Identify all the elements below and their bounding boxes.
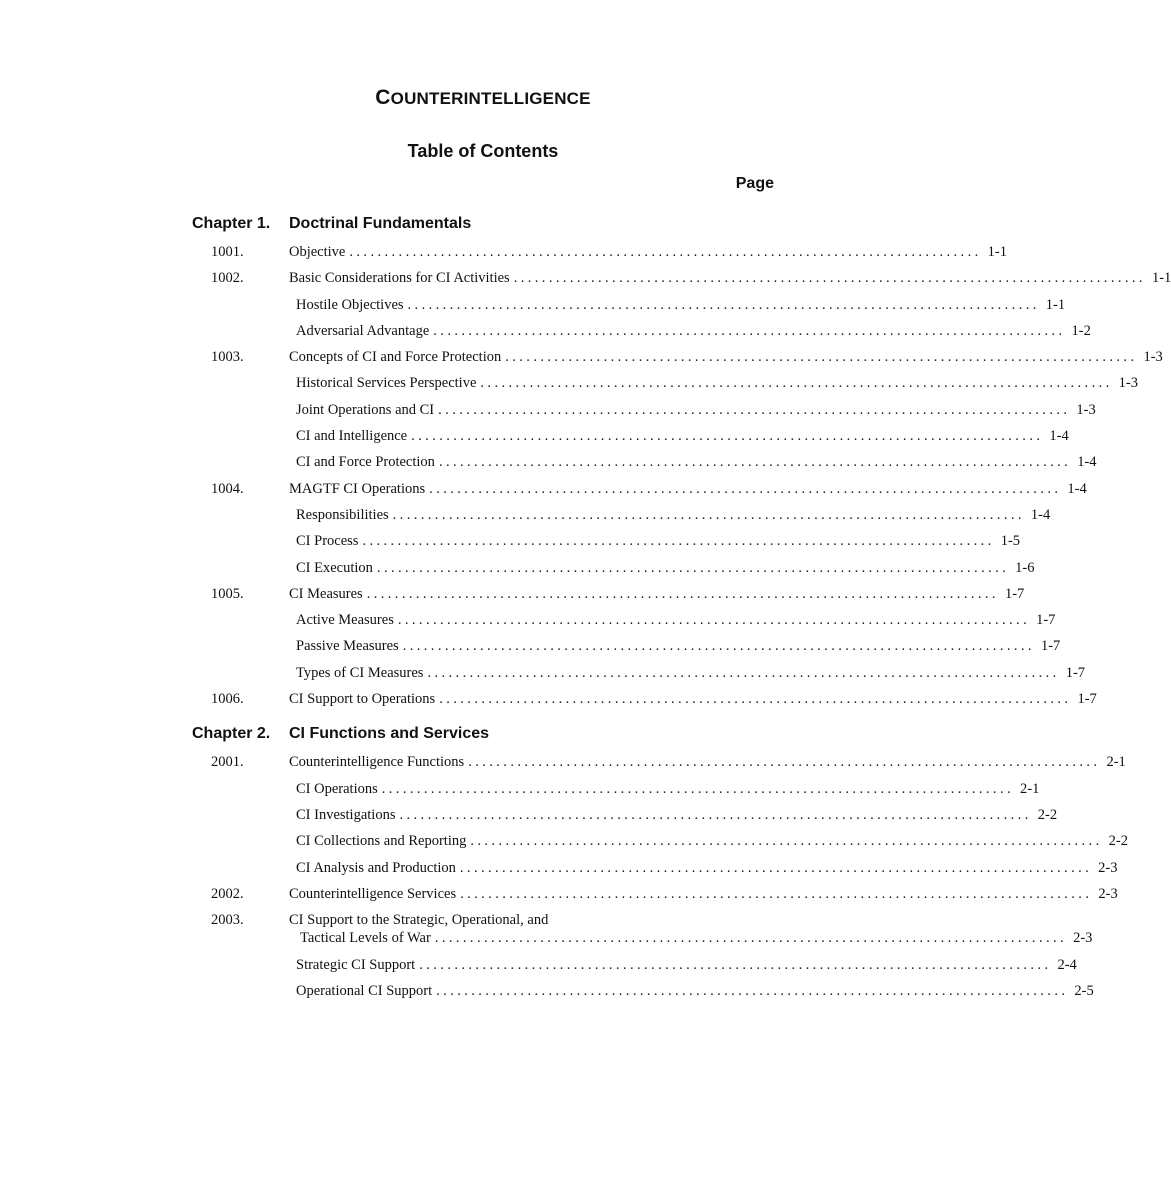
section-number: 1001. <box>211 244 244 260</box>
section-number: 1004. <box>211 480 244 497</box>
page-number: 1-7 <box>1036 612 1056 629</box>
dot-leader: .......................................................................................... <box>439 691 1072 708</box>
entry-title: CI and Intelligence <box>296 428 408 445</box>
chapter-title: CI Functions and Services <box>289 725 490 743</box>
toc-subentry <box>0 319 1091 345</box>
entry-title: MAGTF CI Operations <box>289 480 426 497</box>
entry-title: CI Analysis and Production <box>296 859 456 876</box>
toc-subentry <box>0 608 1056 634</box>
page-number: 1-7 <box>1065 664 1086 681</box>
page-number: 1-6 <box>1015 559 1035 576</box>
entry-title: Basic Considerations for CI Activities <box>289 270 510 287</box>
toc-entry <box>0 908 1093 953</box>
section-number: 2002. <box>211 885 244 902</box>
toc-subentry <box>0 371 1138 397</box>
chapter-spacer <box>0 713 926 723</box>
entry-title: CI and Force Protection <box>296 454 435 471</box>
toc-subentry <box>0 424 1069 450</box>
section-number: 1002. <box>211 270 244 287</box>
section-number: 1003. <box>211 349 244 366</box>
entry-title: Tactical Levels of War <box>300 930 431 947</box>
dot-leader: .......................................................................................... <box>362 533 995 550</box>
page-number: 2-4 <box>1057 957 1077 974</box>
entry-title: Concepts of CI and Force Protection <box>289 349 502 366</box>
entry-line <box>289 349 1163 366</box>
page-number: 1-1 <box>987 244 1007 260</box>
dot-leader: .......................................................................................... <box>459 859 1093 876</box>
entry-title: CI Process <box>296 533 359 550</box>
page-number: 1-7 <box>1040 638 1061 655</box>
entry-title: Strategic CI Support <box>296 957 416 974</box>
entry-title: CI Execution <box>296 559 373 576</box>
toc-subentry <box>0 634 1061 660</box>
toc-entry <box>0 750 1126 776</box>
page-number: 1-7 <box>1004 585 1025 602</box>
dot-leader: .......................................................................................... <box>407 296 1040 313</box>
entry-title: Adversarial Advantage <box>296 322 430 339</box>
toc-subentry <box>0 556 1035 582</box>
entry-title: Operational CI Support <box>296 983 433 1000</box>
dot-leader: .......................................................................................... <box>480 375 1113 392</box>
toc-subentry <box>0 503 1051 529</box>
page-number: 1-4 <box>1067 480 1087 497</box>
entry-title: Passive Measures <box>296 638 399 655</box>
page-number: 2-3 <box>1073 930 1093 947</box>
toc-entry <box>0 882 1118 908</box>
page-number: 2-2 <box>1108 833 1128 850</box>
entry-title: CI Investigations <box>296 806 396 823</box>
dot-leader: .......................................................................................... <box>392 506 1025 523</box>
entry-line <box>296 506 1051 524</box>
dot-leader: .......................................................................................... <box>366 585 999 602</box>
page-column-label: Page <box>735 175 774 192</box>
toc-subentry <box>0 803 1058 829</box>
document-title <box>0 86 966 110</box>
page-number: 1-5 <box>1000 533 1021 550</box>
dot-leader: .......................................................................................... <box>402 638 1035 655</box>
entry-line <box>296 401 1096 419</box>
entry-title: CI Measures <box>289 585 363 602</box>
dot-leader: .......................................................................................... <box>468 754 1101 771</box>
section-number: 2003. <box>211 912 244 929</box>
page-number: 2-1 <box>1020 780 1040 797</box>
page-number: 2-3 <box>1098 859 1118 876</box>
section-number: 2001. <box>211 754 244 771</box>
entry-line <box>289 585 1025 603</box>
page-number: 2-1 <box>1106 754 1126 771</box>
toc-entry <box>0 240 1007 266</box>
page-number: 1-3 <box>1143 349 1163 366</box>
entry-line <box>289 885 1118 903</box>
toc-entry <box>0 687 1097 713</box>
entry-title: CI Support to Operations <box>289 691 436 708</box>
toc-subentry <box>0 856 1118 882</box>
page-number: 2-5 <box>1074 983 1094 1000</box>
table-of-contents <box>0 213 1171 1006</box>
dot-leader: .......................................................................................... <box>429 480 1062 497</box>
entry-title: Active Measures <box>296 612 394 629</box>
entry-line <box>296 612 1056 629</box>
entry-title: Responsibilities <box>296 506 389 523</box>
dot-leader: .......................................................................................... <box>438 401 1071 418</box>
entry-line <box>296 806 1058 824</box>
page-number: 1-4 <box>1077 454 1097 471</box>
entry-line <box>296 375 1138 392</box>
dot-leader: .......................................................................................... <box>460 885 1093 902</box>
entry-line <box>296 859 1118 877</box>
toc-entry <box>0 477 1087 503</box>
entry-title: CI Operations <box>296 780 378 797</box>
entry-line <box>289 480 1087 498</box>
entry-line <box>289 754 1126 771</box>
entry-title: Historical Services Perspective <box>296 375 477 392</box>
dot-leader: .......................................................................................... <box>434 930 1068 947</box>
toc-subentry <box>0 398 1096 424</box>
entry-line <box>296 664 1086 682</box>
entry-line <box>296 559 1035 577</box>
chapter-heading <box>0 723 926 750</box>
page-number: 2-2 <box>1037 806 1058 823</box>
dot-leader: .......................................................................................... <box>397 612 1031 629</box>
toc-subentry <box>0 829 1128 855</box>
dot-leader: .......................................................................................... <box>470 833 1103 850</box>
entry-title-line1: CI Support to the Strategic, Operational, and <box>289 912 549 929</box>
entry-line <box>296 296 1066 314</box>
entry-title: Types of CI Measures <box>296 664 424 681</box>
entry-line <box>296 780 1040 798</box>
toc-subentry <box>0 450 1097 476</box>
dot-leader: .......................................................................................... <box>433 322 1066 339</box>
entry-line <box>296 533 1021 550</box>
section-number: 1006. <box>211 691 244 708</box>
toc-subentry <box>0 953 1077 979</box>
entry-line <box>296 428 1069 445</box>
entry-title: CI Collections and Reporting <box>296 833 467 850</box>
dot-leader: .......................................................................................... <box>419 957 1052 974</box>
dot-leader: .......................................................................................... <box>349 244 982 260</box>
page-number: 1-7 <box>1077 691 1097 708</box>
chapter-heading <box>0 213 926 240</box>
entry-title: Counterintelligence Services <box>289 885 457 902</box>
entry-title: Counterintelligence Functions <box>289 754 465 771</box>
entry-line <box>300 930 1093 947</box>
toc-subentry <box>0 979 1094 1005</box>
dot-leader: .......................................................................................... <box>436 983 1069 1000</box>
dot-leader: .......................................................................................... <box>513 270 1146 287</box>
title-rest: OUNTERINTELLIGENCE <box>390 89 591 108</box>
page-number: 1-3 <box>1076 401 1096 418</box>
section-number: 1005. <box>211 585 244 602</box>
entry-title: Objective <box>289 244 346 260</box>
toc-entry <box>0 345 1163 371</box>
entry-line <box>289 691 1097 708</box>
dot-leader: .......................................................................................... <box>427 664 1060 681</box>
entry-title: Joint Operations and CI <box>296 401 435 418</box>
entry-line <box>296 833 1128 850</box>
dot-leader: .......................................................................................... <box>381 780 1014 797</box>
page-number: 1-4 <box>1049 428 1069 445</box>
entry-line <box>296 454 1097 471</box>
entry-line <box>289 270 1171 287</box>
entry-line <box>296 983 1094 1000</box>
page-number: 1-3 <box>1118 375 1138 392</box>
page-number: 1-1 <box>1151 270 1171 287</box>
dot-leader: .......................................................................................... <box>399 806 1032 823</box>
chapter-number: Chapter 1. <box>192 215 271 232</box>
entry-title: Hostile Objectives <box>296 296 404 313</box>
entry-line <box>289 244 1007 261</box>
page-number: 1-1 <box>1045 296 1066 313</box>
toc-subentry <box>0 529 1021 555</box>
toc-subentry <box>0 661 1086 687</box>
page-number: 1-4 <box>1030 506 1051 523</box>
dot-leader: .......................................................................................... <box>505 349 1138 366</box>
entry-line <box>296 638 1061 655</box>
entry-line <box>296 957 1077 974</box>
toc-entry <box>0 266 1171 292</box>
title-initial: C <box>375 86 391 109</box>
dot-leader: .......................................................................................... <box>376 559 1010 576</box>
toc-subentry <box>0 777 1040 803</box>
toc-subentry <box>0 293 1066 319</box>
chapter-number: Chapter 2. <box>192 725 271 743</box>
toc-heading: Table of Contents <box>407 141 559 161</box>
chapter-title: Doctrinal Fundamentals <box>289 215 472 232</box>
page-number: 2-3 <box>1098 885 1118 902</box>
toc-entry <box>0 582 1025 608</box>
page-number: 1-2 <box>1071 322 1091 339</box>
dot-leader: .......................................................................................... <box>438 454 1072 471</box>
entry-line <box>296 322 1091 340</box>
dot-leader: .......................................................................................... <box>411 428 1044 445</box>
